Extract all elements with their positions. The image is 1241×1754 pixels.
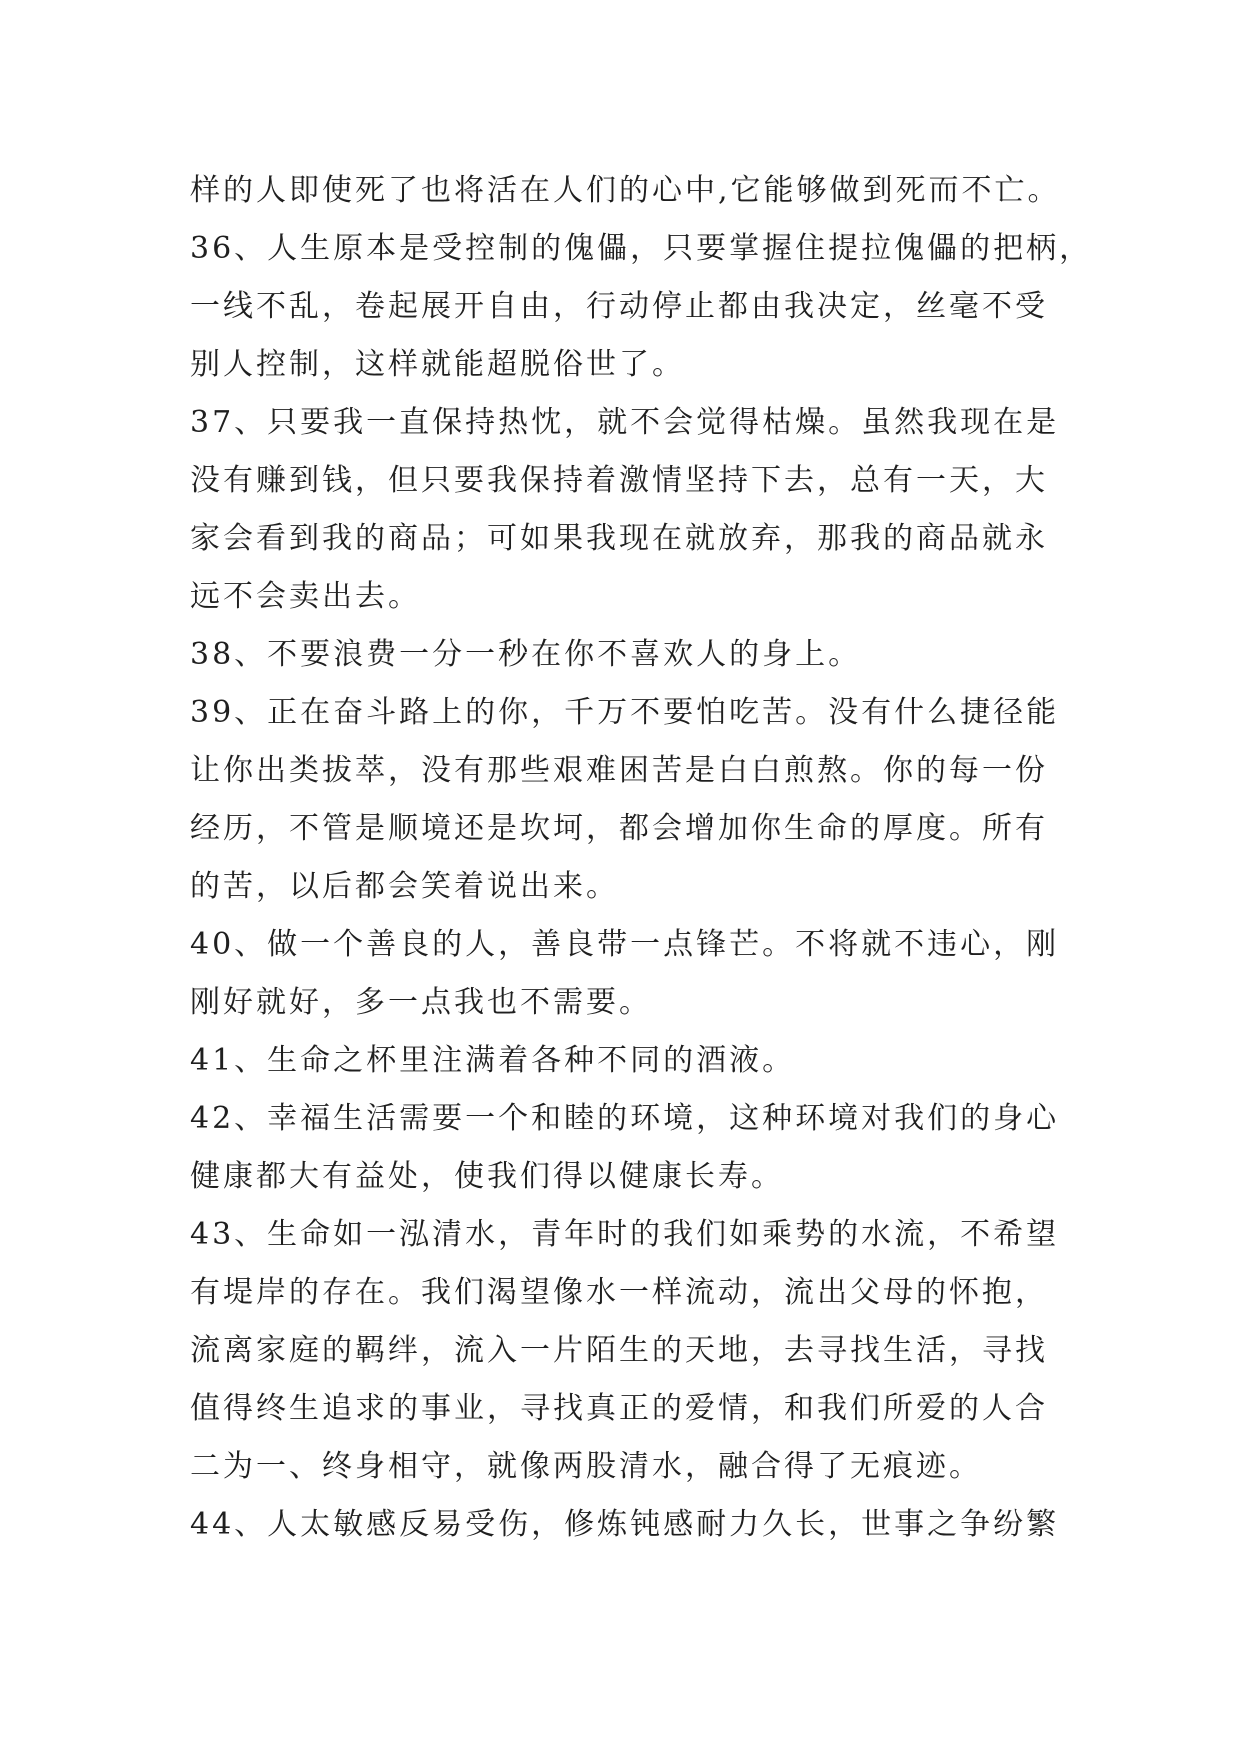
text-line: 样的人即使死了也将活在人们的心中,它能够做到死而不亡。	[190, 173, 1061, 208]
text-line: 让你出类拔萃，没有那些艰难困苦是白白煎熬。你的每一份	[190, 753, 1048, 788]
text-line: 43、生命如一泓清水，青年时的我们如乘势的水流，不希望	[190, 1217, 1060, 1252]
text-line: 41、生命之杯里注满着各种不同的酒液。	[190, 1043, 796, 1078]
text-line: 40、做一个善良的人，善良带一点锋芒。不将就不违心，刚	[190, 927, 1060, 962]
text-line: 44、人太敏感反易受伤，修炼钝感耐力久长，世事之争纷繁	[190, 1507, 1060, 1542]
text-line: 远不会卖出去。	[190, 579, 421, 614]
text-line: 流离家庭的羁绊，流入一片陌生的天地，去寻找生活，寻找	[190, 1333, 1048, 1368]
text-line: 没有赚到钱，但只要我保持着激情坚持下去，总有一天，大	[190, 463, 1048, 498]
text-line: 健康都大有益处，使我们得以健康长寿。	[190, 1159, 784, 1194]
text-line: 36、人生原本是受控制的傀儡，只要掌握住提拉傀儡的把柄，	[190, 231, 1093, 266]
text-line: 37、只要我一直保持热忱，就不会觉得枯燥。虽然我现在是	[190, 405, 1060, 440]
text-line: 38、不要浪费一分一秒在你不喜欢人的身上。	[190, 637, 862, 672]
text-line: 家会看到我的商品；可如果我现在就放弃，那我的商品就永	[190, 521, 1048, 556]
text-line: 值得终生追求的事业，寻找真正的爱情，和我们所爱的人合	[190, 1391, 1048, 1426]
text-line: 经历，不管是顺境还是坎坷，都会增加你生命的厚度。所有	[190, 811, 1048, 846]
text-line: 39、正在奋斗路上的你，千万不要怕吃苦。没有什么捷径能	[190, 695, 1060, 730]
body-text	[190, 162, 1190, 1554]
text-line: 42、幸福生活需要一个和睦的环境，这种环境对我们的身心	[190, 1101, 1060, 1136]
text-line: 的苦，以后都会笑着说出来。	[190, 869, 619, 904]
text-line: 别人控制，这样就能超脱俗世了。	[190, 347, 685, 382]
text-line: 二为一、终身相守，就像两股清水，融合得了无痕迹。	[190, 1449, 982, 1484]
text-line: 一线不乱，卷起展开自由，行动停止都由我决定，丝毫不受	[190, 289, 1048, 324]
text-line: 有堤岸的存在。我们渴望像水一样流动，流出父母的怀抱，	[190, 1275, 1048, 1310]
text-line: 刚好就好，多一点我也不需要。	[190, 985, 652, 1020]
